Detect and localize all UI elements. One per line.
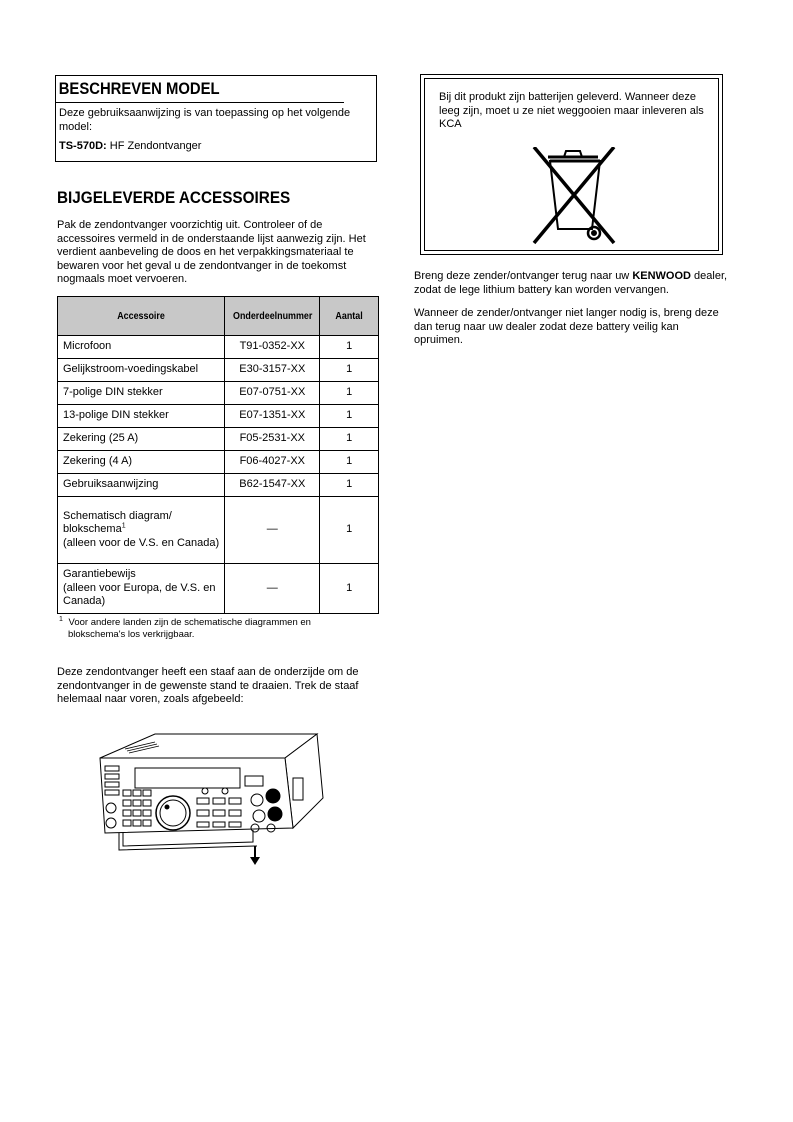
table-row bbox=[58, 474, 379, 497]
cell-name: Zekering (4 A) bbox=[58, 451, 225, 474]
schematic-name-c: (alleen voor de V.S. en Canada) bbox=[63, 536, 220, 549]
model-line bbox=[56, 134, 376, 154]
cell-name: Microfoon bbox=[58, 336, 225, 359]
model-desc: HF Zendontvanger bbox=[109, 140, 202, 153]
cell-qty: 1 bbox=[320, 497, 379, 564]
table-row bbox=[58, 336, 379, 359]
cell-qty: 1 bbox=[320, 474, 379, 497]
arrow-down-icon bbox=[249, 846, 261, 866]
schematic-name-a: Schematisch diagram/ bbox=[63, 509, 172, 522]
footnote-ref: 1 bbox=[121, 522, 126, 530]
footnote bbox=[59, 617, 379, 641]
cell-name: 13-polige DIN stekker bbox=[58, 405, 225, 428]
cell-name: 7-polige DIN stekker bbox=[58, 382, 225, 405]
cell-name bbox=[58, 497, 225, 564]
cell-qty: 1 bbox=[320, 336, 379, 359]
footnote-line1: Voor andere landen zijn de schematische diagrammen en bbox=[68, 617, 311, 628]
battery-notice-text: Bij dit produkt zijn batterijen geleverd. Wanneer deze leeg zijn, moet u ze niet weggooien maar inleveren als KCA bbox=[439, 91, 704, 131]
col-header-part-number: Onderdeelnummer bbox=[225, 297, 320, 336]
footnote-mark: 1 bbox=[59, 615, 63, 623]
schematic-name-b: blokschema bbox=[63, 523, 122, 536]
battery-return-text bbox=[414, 270, 729, 297]
cell-name bbox=[58, 564, 225, 614]
stand-text: Deze zendontvanger heeft een staaf aan de onderzijde om de zendontvanger in de gewenste stand te draaien. Trek de staaf helemaal naar voren, zoals afgebeeld: bbox=[57, 666, 359, 706]
warranty-name-a: Garantiebewijs bbox=[63, 568, 136, 580]
cell-name: Gelijkstroom-voedingskabel bbox=[58, 359, 225, 382]
model-code: TS-570D: bbox=[59, 140, 107, 153]
table-row bbox=[58, 564, 379, 614]
table-row bbox=[58, 497, 379, 564]
brand-name: KENWOOD bbox=[632, 270, 691, 282]
table-row bbox=[58, 382, 379, 405]
cell-qty: 1 bbox=[320, 564, 379, 614]
warranty-name-b: (alleen voor Europa, de V.S. en Canada) bbox=[63, 581, 216, 607]
table-row bbox=[58, 428, 379, 451]
cell-part: — bbox=[225, 564, 320, 614]
model-title: BESCHREVEN MODEL bbox=[56, 76, 344, 103]
model-intro: Deze gebruiksaanwijzing is van toepassing op het volgende model: bbox=[59, 107, 351, 133]
cell-qty: 1 bbox=[320, 428, 379, 451]
battery-return-pre: Breng deze zender/ontvanger terug naar uw bbox=[414, 270, 633, 282]
battery-return-post: dealer, zodat de lege lithium battery kan worden vervangen. bbox=[414, 270, 728, 296]
cell-part: B62-1547-XX bbox=[225, 474, 320, 497]
cell-part: E07-0751-XX bbox=[225, 382, 320, 405]
col-header-accessory: Accessoire bbox=[58, 297, 225, 336]
cell-qty: 1 bbox=[320, 405, 379, 428]
transceiver-illustration bbox=[95, 728, 335, 868]
crossed-out-wheelie-bin-icon bbox=[528, 147, 620, 247]
model-box bbox=[55, 75, 377, 162]
cell-part: T91-0352-XX bbox=[225, 336, 320, 359]
cell-name: Zekering (25 A) bbox=[58, 428, 225, 451]
footnote-line2: blokschema's los verkrijgbaar. bbox=[68, 629, 195, 640]
cell-qty: 1 bbox=[320, 382, 379, 405]
cell-part: E07-1351-XX bbox=[225, 405, 320, 428]
table-row bbox=[58, 405, 379, 428]
accessories-title: BIJGELEVERDE ACCESSOIRES bbox=[57, 188, 291, 207]
cell-qty: 1 bbox=[320, 359, 379, 382]
cell-part: F05-2531-XX bbox=[225, 428, 320, 451]
cell-part: F06-4027-XX bbox=[225, 451, 320, 474]
accessories-intro: Pak de zendontvanger voorzichtig uit. Controleer of de accessoires vermeld in de onderstaande lijst aanwezig zijn. Het verdient aanbeveling de doos en het verpakkingsmateriaal te bewaren voor het geval u de zendontvanger in de toekomst nogmaals moet vervoeren. bbox=[57, 219, 366, 286]
battery-notice-inner bbox=[424, 78, 719, 251]
table-header-row bbox=[58, 297, 379, 336]
cell-qty: 1 bbox=[320, 451, 379, 474]
battery-notice-box bbox=[420, 74, 723, 255]
cell-part: — bbox=[225, 497, 320, 564]
col-header-quantity: Aantal bbox=[320, 297, 379, 336]
battery-disposal-text: Wanneer de zender/ontvanger niet langer nodig is, breng deze dan terug naar uw dealer zodat deze battery veilig kan opruimen. bbox=[414, 307, 719, 347]
cell-name: Gebruiksaanwijzing bbox=[58, 474, 225, 497]
table-row bbox=[58, 359, 379, 382]
cell-part: E30-3157-XX bbox=[225, 359, 320, 382]
table-row bbox=[58, 451, 379, 474]
accessories-table bbox=[57, 296, 379, 614]
